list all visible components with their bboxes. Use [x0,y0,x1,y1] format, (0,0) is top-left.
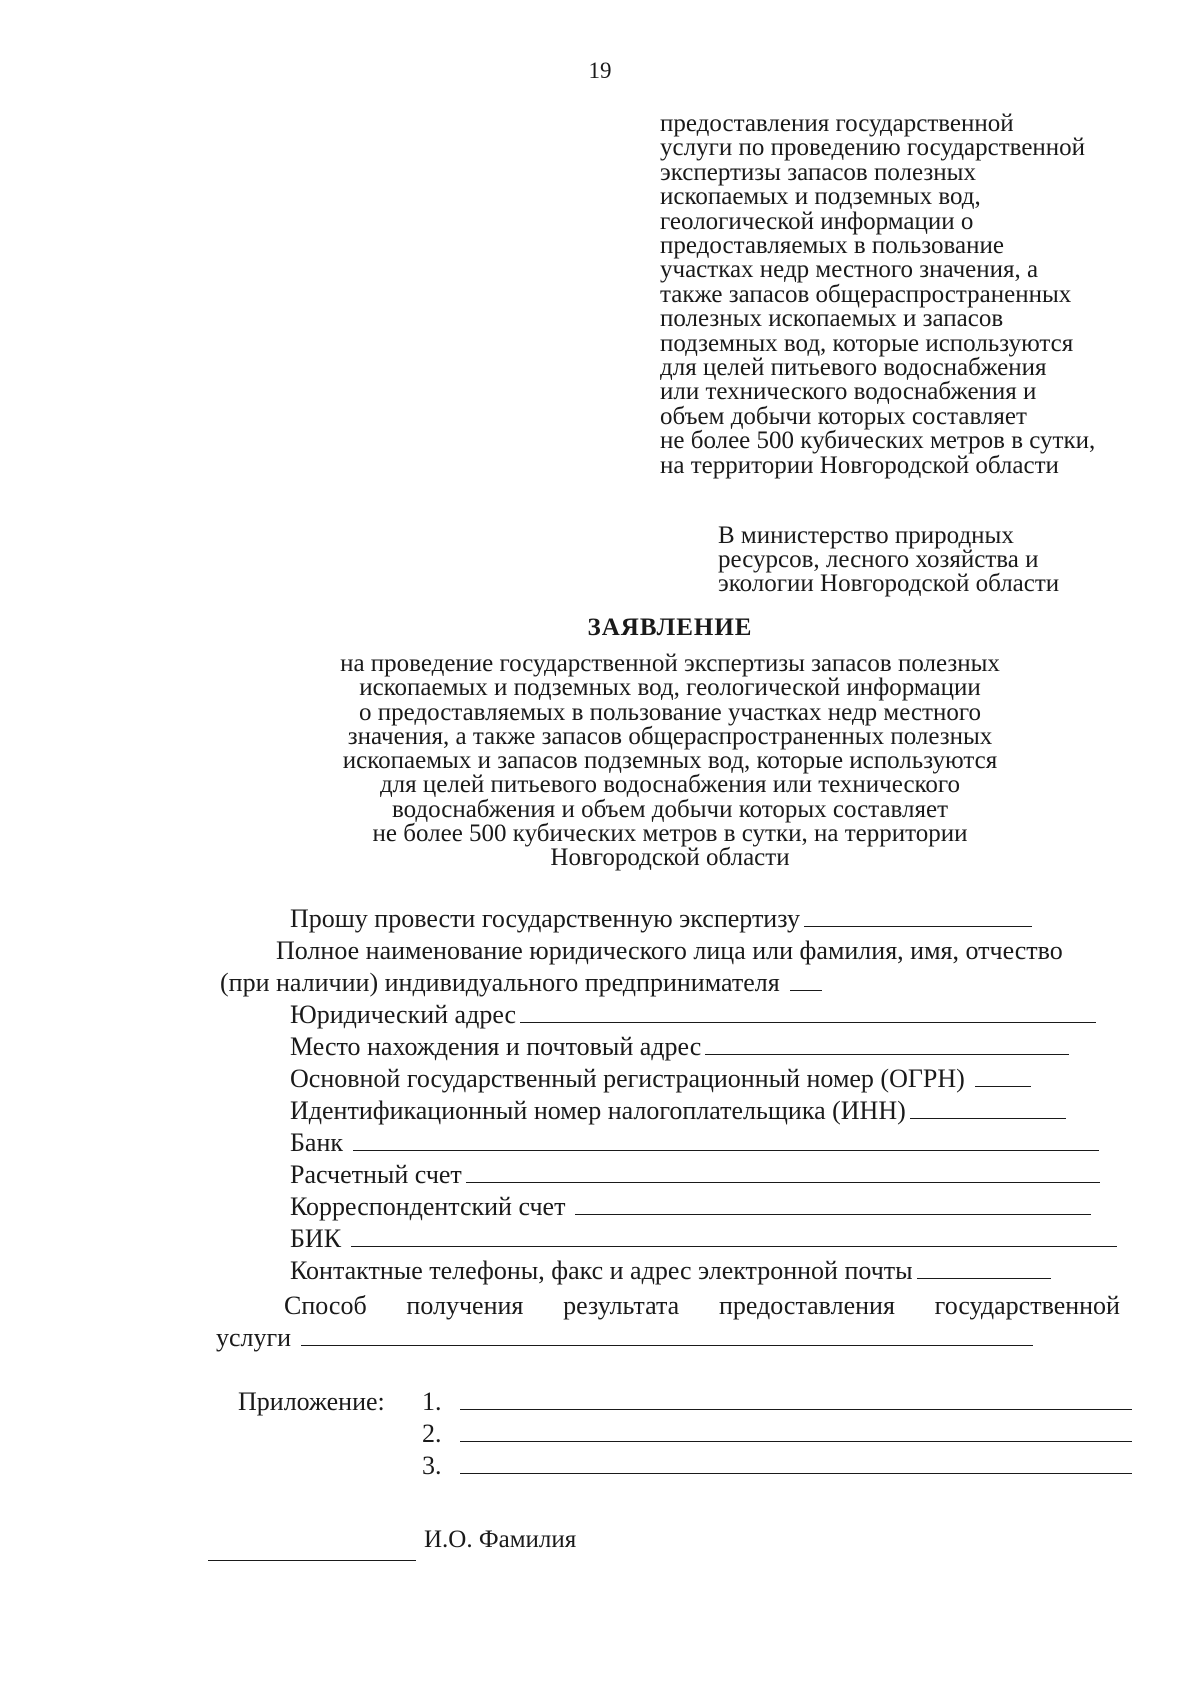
subtitle-line: водоснабжения и объем добычи которых составляет [391,795,949,823]
attachment-number: 2. [422,1419,442,1448]
legal-address-field[interactable] [520,1002,1096,1023]
subtitle-line: Новгородской области [550,844,790,872]
document-subtitle [240,652,1100,871]
applicant-name-label-line1 [276,935,1063,967]
result-method-label-line1 [284,1290,1120,1322]
header-line: на территории Новгородской области [660,451,1059,479]
applicant-name-row [220,967,822,999]
bik-row [290,1223,1117,1255]
attachment-number: 3. [422,1451,442,1480]
header-line: или технического водоснабжения и [660,378,1037,406]
signer-name: И.О. Фамилия [424,1526,577,1553]
bik-label: БИК [290,1224,342,1253]
subtitle-line: не более 500 кубических метров в сутки, на территории [372,820,968,848]
attachment-field[interactable] [460,1389,1132,1410]
attachment-row [422,1450,1132,1482]
subtitle-line: для целей питьевого водоснабжения или технического [379,771,961,799]
result-method-word: Способ [284,1291,367,1320]
result-method-word: предоставления [718,1291,895,1320]
addressee [718,524,1059,596]
header-line: услуги по проведению государственной [660,134,1086,162]
result-method-row [216,1322,1033,1354]
account-label: Расчетный счет [290,1160,462,1189]
applicant-name-label-text: Полное наименование юридического лица или фамилия, имя, отчество [276,936,1063,965]
bank-field[interactable] [353,1130,1099,1151]
result-method-field[interactable] [301,1325,1033,1346]
applicant-name-field[interactable] [790,970,822,991]
contacts-field[interactable] [917,1258,1051,1279]
result-method-word: результата [563,1291,680,1320]
header-line: экспертизы запасов полезных [660,158,976,186]
header-line: геологической информации о [660,207,974,235]
ogrn-label: Основной государственный регистрационный номер (ОГРН) [290,1064,965,1093]
header-line: подземных вод, которые используются [660,329,1074,357]
inn-row [290,1095,1066,1127]
corr-account-row [290,1191,1091,1223]
contacts-label: Контактные телефоны, факс и адрес электронной почты [290,1256,913,1285]
ogrn-row [290,1063,1031,1095]
bank-label: Банк [290,1128,344,1157]
ogrn-field[interactable] [975,1066,1031,1087]
subtitle-line: ископаемых и запасов подземных вод, которые используются [342,747,998,775]
account-field[interactable] [466,1162,1100,1183]
header-line: не более 500 кубических метров в сутки, [660,427,1096,455]
subtitle-line: ископаемых и подземных вод, геологической информации [359,674,981,702]
header-line: объем добычи которых составляет [660,402,1027,430]
applicant-name-label: (при наличии) индивидуального предпринимателя [220,968,780,997]
addressee-line: экологии Новгородской области [718,570,1060,597]
account-row [290,1159,1100,1191]
result-method-word: получения [406,1291,524,1320]
header-line: предоставляемых в пользование [660,232,1004,260]
postal-address-label: Место нахождения и почтовый адрес [290,1032,702,1061]
legal-address-row [290,999,1096,1031]
subtitle-line: на проведение государственной экспертизы запасов полезных [340,650,1000,677]
header-line: ископаемых и подземных вод, [660,183,981,211]
corr-account-field[interactable] [575,1194,1091,1215]
contacts-row [290,1255,1051,1287]
attachment-row [422,1418,1132,1450]
expertise-request-field[interactable] [804,906,1032,927]
document-title: ЗАЯВЛЕНИЕ [587,614,753,641]
corr-account-label: Корреспондентский счет [290,1192,566,1221]
attachment-row [422,1386,1132,1418]
legal-address-label: Юридический адрес [290,1000,517,1029]
attachments-label: Приложение: [238,1387,385,1416]
result-method-label: услуги [216,1323,292,1352]
page-number: 19 [588,58,612,83]
bank-row [290,1127,1099,1159]
result-method-word: государственной [934,1291,1120,1320]
header-line: предоставления государственной [660,110,1014,137]
addressee-line: ресурсов, лесного хозяйства и [718,546,1039,573]
subtitle-line: о предоставляемых в пользование участках недр местного [359,698,981,726]
header-line: участках недр местного значения, а [660,256,1039,284]
subtitle-line: значения, а также запасов общераспространенных полезных [347,722,993,750]
attachment-field[interactable] [460,1453,1132,1474]
expertise-request-row [290,903,1032,935]
addressee-line: В министерство природных [718,522,1014,549]
header-approval-reference [660,112,1095,478]
signature-field[interactable] [208,1560,416,1561]
inn-label: Идентификационный номер налогоплательщика (ИНН) [290,1096,906,1125]
postal-address-row [290,1031,1069,1063]
bik-field[interactable] [351,1226,1117,1247]
header-line: полезных ископаемых и запасов [660,305,1004,333]
inn-field[interactable] [910,1098,1066,1119]
expertise-request-label: Прошу провести государственную экспертизу [290,904,800,933]
attachment-number: 1. [422,1387,442,1416]
attachment-field[interactable] [460,1421,1132,1442]
header-line: для целей питьевого водоснабжения [660,354,1047,382]
header-line: также запасов общераспространенных [660,280,1072,308]
postal-address-field[interactable] [705,1034,1069,1055]
